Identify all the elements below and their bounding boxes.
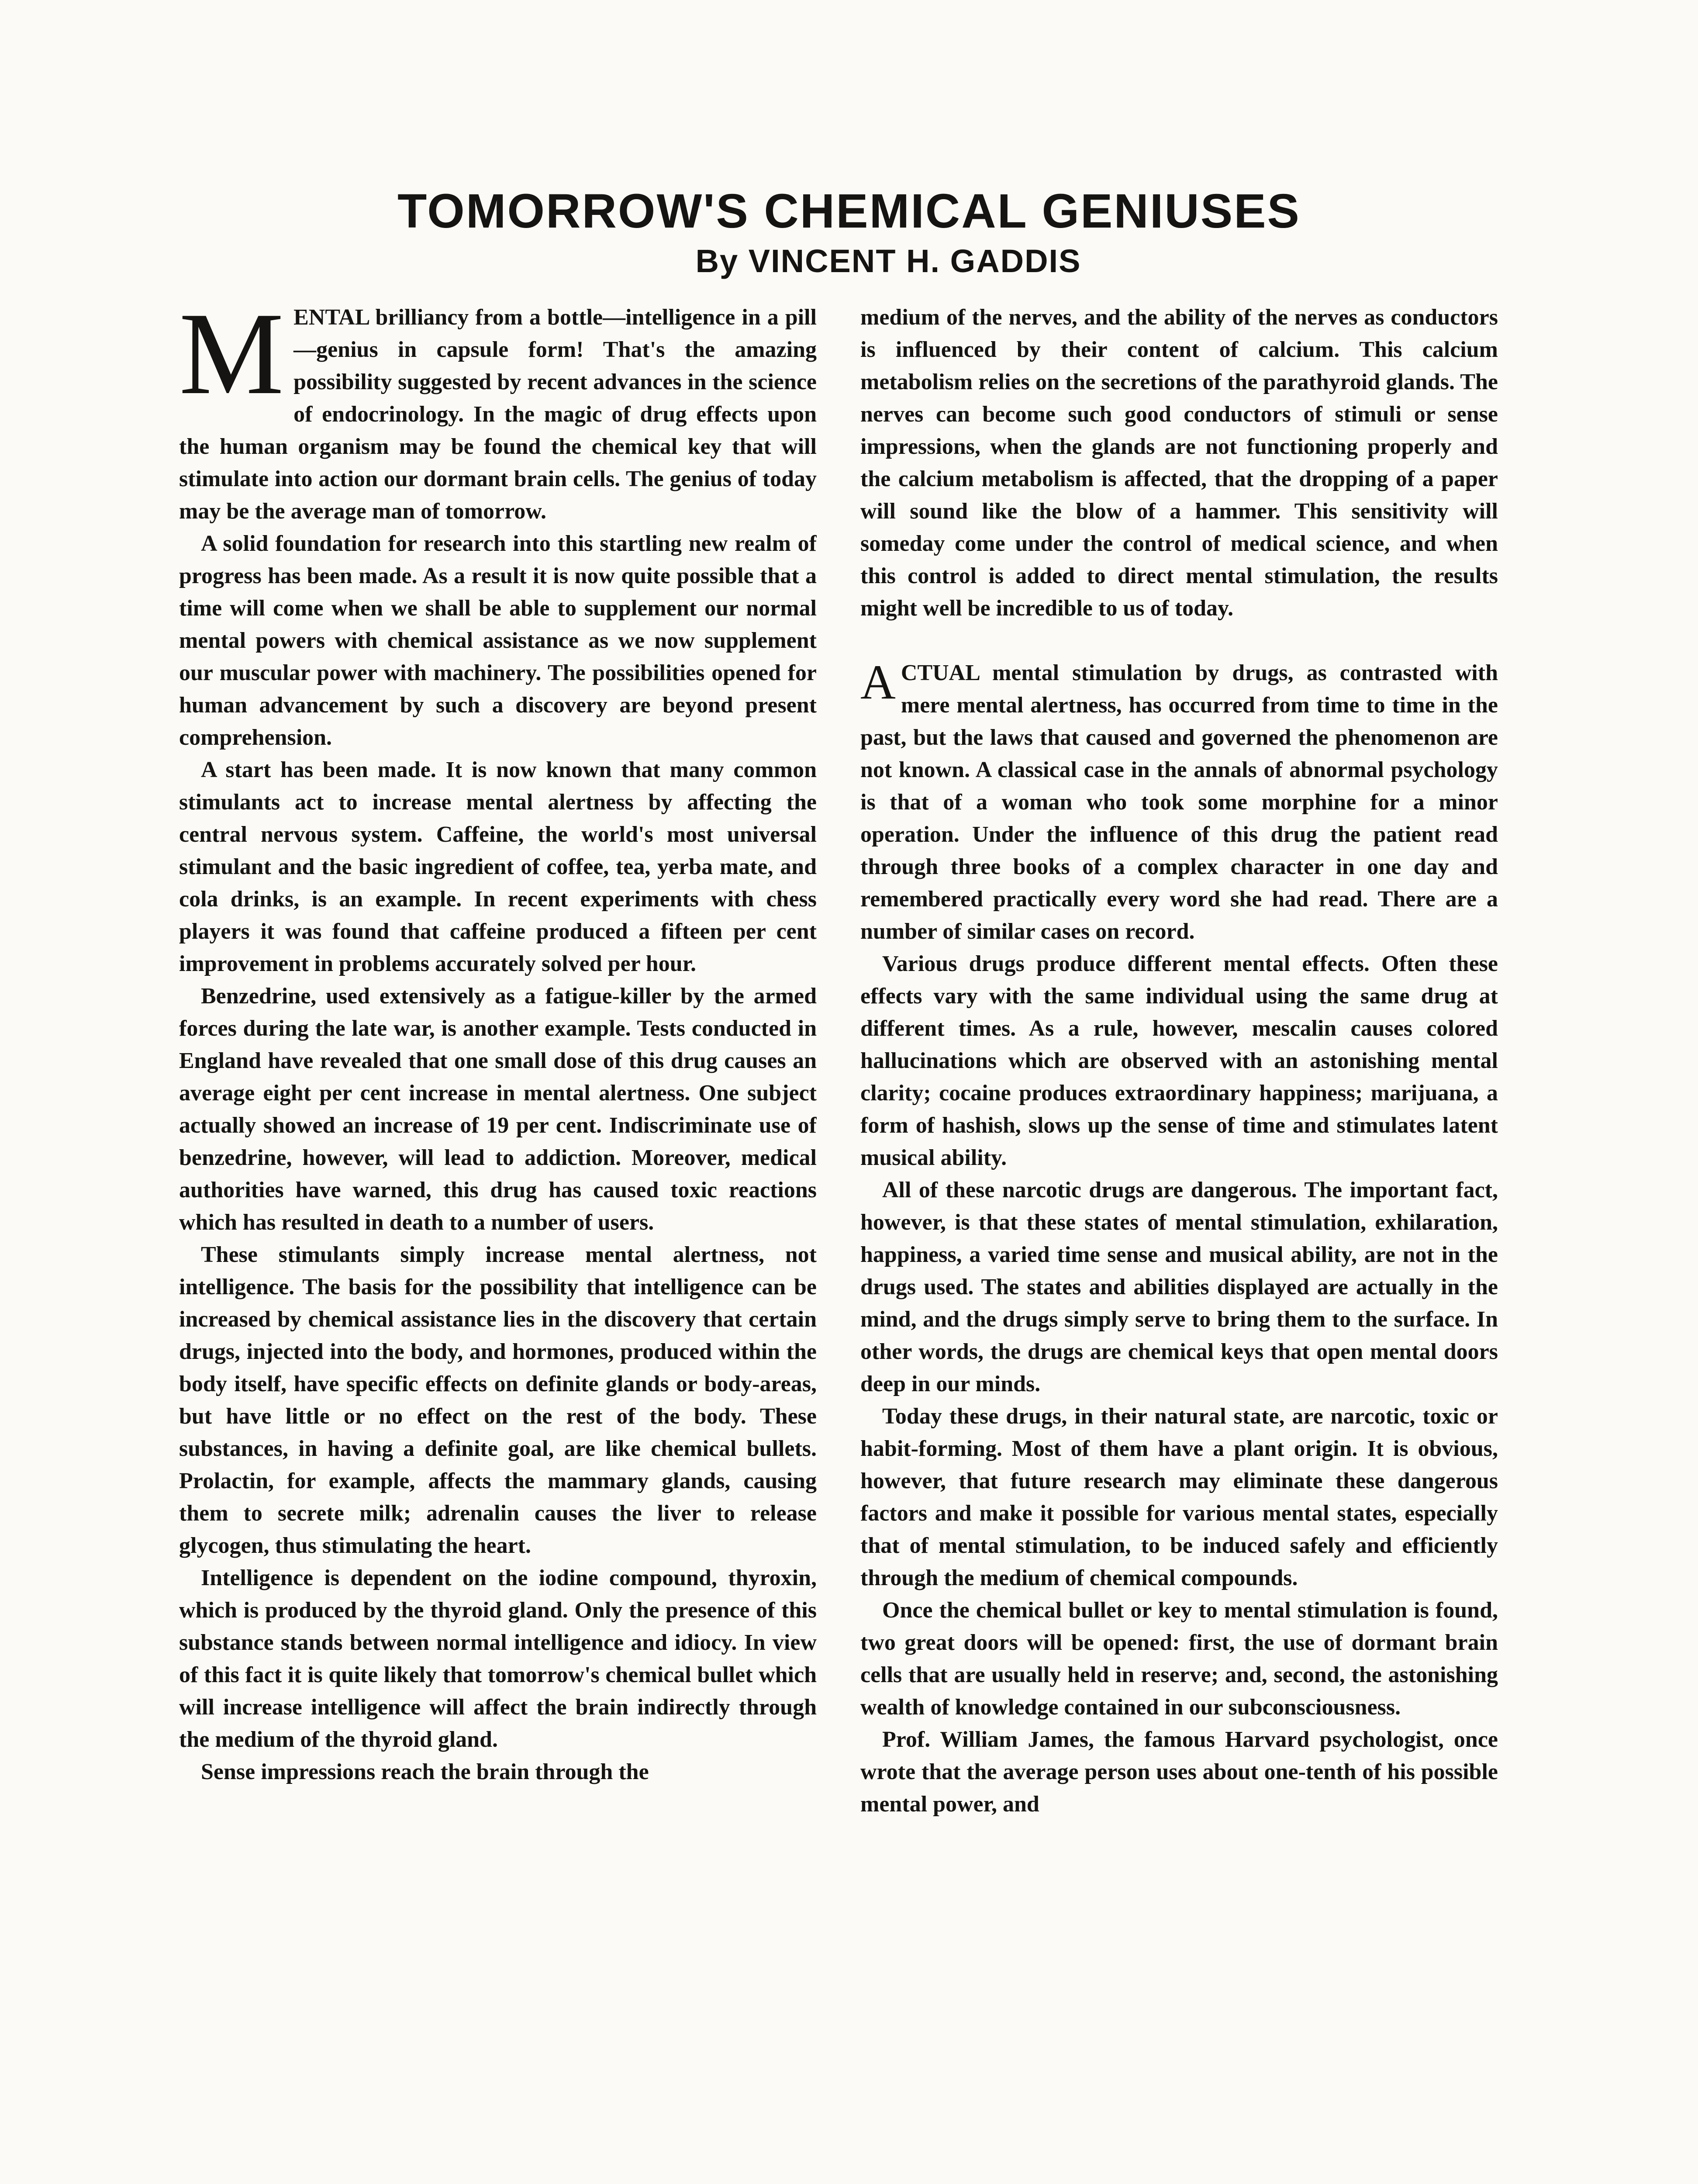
paragraph-right-7: Prof. William James, the famous Harvard psychologist, once wrote that the average person uses about one-tenth of his possible mental power, and	[860, 1727, 1498, 1817]
paragraph-right-1: medium of the nerves, and the ability of the nerves as conductors is influenced by their content of calcium. This calcium metabolism relies on the secretions of the parathyroid glands. The nerves can become such good conductors of stimuli or sense impressions, when the glands are not functioning properly and the calcium metabolism is affected, that the dropping of a paper will sound like the blow of a hammer. This sensitivity will someday come under the control of medical science, and when this control is added to direct mental stimulation, the results might well be incredible to us of today.	[860, 305, 1498, 621]
paragraph-left-1	[179, 301, 817, 528]
article-byline: By VINCENT H. GADDIS	[695, 243, 1081, 279]
paragraph-left-5: These stimulants simply increase mental alertness, not intelligence. The basis for the possibility that intelligence can be increased by chemical assistance lies in the discovery that certain drugs, injected into the body, and hormones, produced within the body itself, have specific effects on definite glands or body-areas, but have little or no effect on the rest of the body. These substances, in having a definite goal, are like chemical bullets. Prolactin, for example, affects the mammary glands, causing them to secrete milk; adrenalin causes the liver to release glycogen, thus stimulating the heart.	[179, 1242, 817, 1558]
paragraph-right-5: Today these drugs, in their natural state, are narcotic, toxic or habit-forming. Most of them have a plant origin. It is obvious, however, that future research may eliminate these dangerous factors and make it possible for various mental states, especially that of mental stimulation, to be induced safely and efficiently through the medium of chemical compounds.	[860, 1404, 1498, 1590]
paragraph-left-3: A start has been made. It is now known that many common stimulants act to increase mental alertness by affecting the central nervous system. Caffeine, the world's most universal stimulant and the basic ingredient of coffee, tea, yerba mate, and cola drinks, is an example. In recent experiments with chess players it was found that caffeine produced a fifteen per cent improvement in problems accurately solved per hour.	[179, 757, 817, 976]
paragraph-left-7: Sense impressions reach the brain through the	[201, 1759, 649, 1784]
paragraph-right-6: Once the chemical bullet or key to mental stimulation is found, two great doors will be opened: first, the use of dormant brain cells that are usually held in reserve; and, second, the astonishing wealth of knowledge contained in our subconsciousness.	[860, 1598, 1498, 1720]
drop-cap-m: M	[179, 301, 284, 419]
paragraph-right-2	[860, 657, 1498, 948]
paragraph-right-4: All of these narcotic drugs are dangerous. The important fact, however, is that these states of mental stimulation, exhilaration, happiness, a varied time sense and musical ability, are not in the drugs used. The states and abilities displayed are actually in the mind, and the drugs simply serve to bring them to the surface. In other words, the drugs are chemical keys that open mental doors deep in our minds.	[860, 1178, 1498, 1396]
paragraph-text: ENTAL brilliancy from a bottle—intelligence in a pill—genius in capsule form! That's the amazing possibility suggested by recent advances in the science of endocrinology. In the magic of drug effects upon the human organism may be found the chemical key that will stimulate into action our dormant brain cells. The genius of today may be the average man of tomorrow.	[179, 305, 817, 524]
paragraph-right-3: Various drugs produce different mental effects. Often these effects vary with the same individual using the same drug at different times. As a rule, however, mescalin causes colored hallucinations which are observed with an astonishing mental clarity; cocaine produces extraordinary happiness; marijuana, a form of hashish, slows up the sense of time and stimulates latent musical ability.	[860, 951, 1498, 1170]
paragraph-left-2: A solid foundation for research into this startling new realm of progress has been made. As a result it is now quite possible that a time will come when we shall be able to supplement our normal mental powers with chemical assistance as we now supplement our muscular power with machinery. The possibilities opened for human advancement by such a discovery are beyond present comprehension.	[179, 531, 817, 750]
article-title: TOMORROW'S CHEMICAL GENIUSES	[397, 184, 1301, 238]
paragraph-text: CTUAL mental stimulation by drugs, as contrasted with mere mental alertness, has occurred from time to time in the past, but the laws that caused and governed the phenomenon are not known. A classical case in the annals of abnormal psychology is that of a woman who took some morphine for a minor operation. Under the influence of this drug the patient read through three books of a complex character in one day and remembered practically every word she had read. There are a number of similar cases on record.	[860, 660, 1498, 944]
paragraph-left-6: Intelligence is dependent on the iodine compound, thyroxin, which is produced by the thyroid gland. Only the presence of this substance stands between normal intelligence and idiocy. In view of this fact it is quite likely that tomorrow's chemical bullet which will increase intelligence will affect the brain indirectly through the medium of the thyroid gland.	[179, 1565, 817, 1752]
section-break	[860, 625, 1498, 657]
drop-cap-a: A	[860, 655, 896, 709]
right-column	[860, 301, 1498, 2184]
paragraph-left-4: Benzedrine, used extensively as a fatigue-killer by the armed forces during the late war, is another example. Tests conducted in England have revealed that one small dose of this drug causes an average eight per cent increase in mental alertness. One subject actually showed an increase of 19 per cent. Indiscriminate use of benzedrine, however, will lead to addiction. Moreover, medical authorities have warned, this drug has caused toxic reactions which has resulted in death to a number of users.	[179, 984, 817, 1235]
left-column	[179, 301, 817, 2184]
